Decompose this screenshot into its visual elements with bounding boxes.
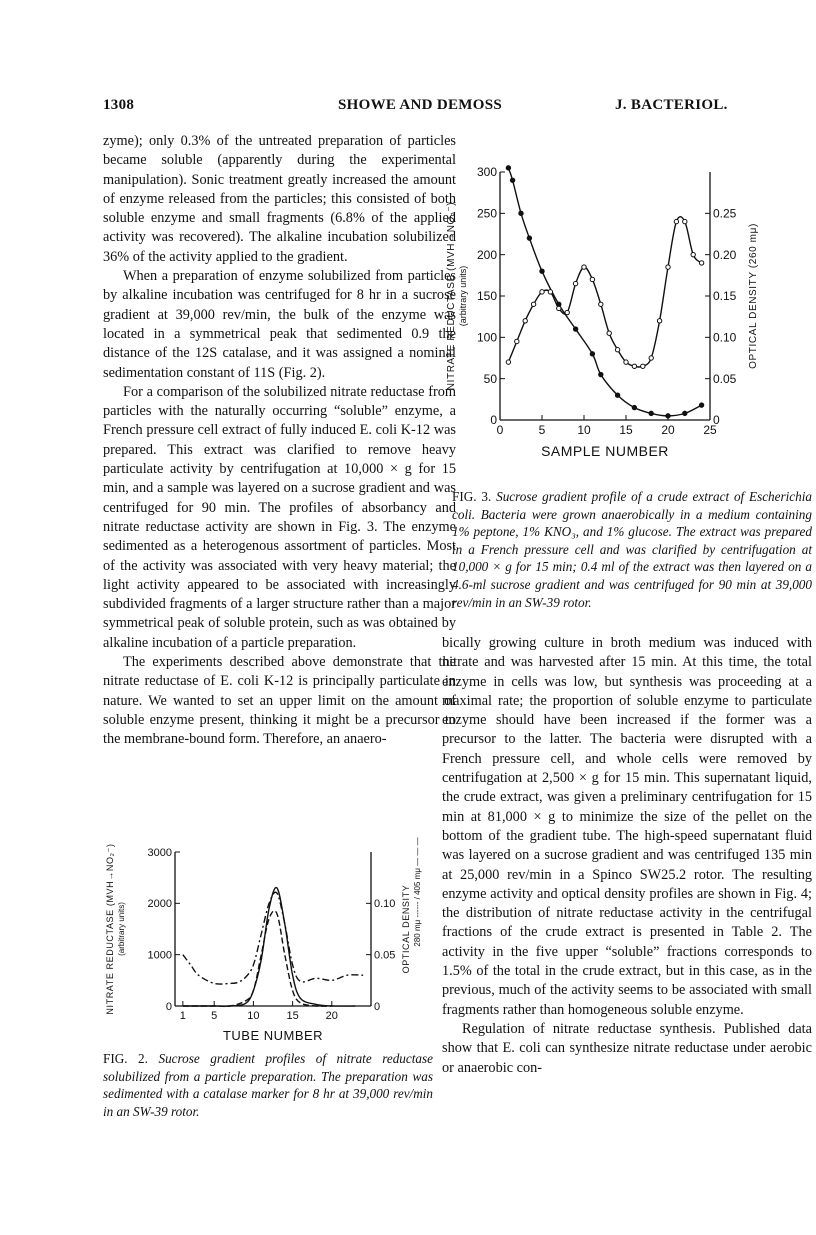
x-tick-label: 1: [179, 1010, 186, 1022]
paragraph: The experiments described above demonstrate that the nitrate reductase of E. coli K-12 is principally particulate in nature. We wanted to set an upper limit on the amount of soluble enzyme present, thinking it might be a precursor to the membrane-bound form. Therefore, an anaero-: [103, 654, 456, 748]
running-head-journal: J. BACTERIOL.: [615, 97, 728, 113]
y-tick-label-right: 0: [374, 1000, 381, 1013]
y-tick-label-right: 0.05: [713, 371, 737, 386]
paragraph: Regulation of nitrate reductase synthesis. Published data show that E. coli can synthesize nitrate reductase under aerobic or anaerobic con-: [442, 1020, 812, 1076]
x-tick-label: 10: [247, 1010, 260, 1022]
x-tick-label: 0: [496, 423, 504, 437]
data-point: [519, 211, 523, 215]
series-line-2: [183, 911, 332, 1007]
y-tick-label-left: 250: [476, 206, 497, 221]
series-line-1: [508, 217, 701, 367]
y-tick-label-right: 0.05: [374, 949, 396, 962]
data-point: [573, 327, 577, 331]
y-tick-label-left: 1000: [147, 949, 172, 962]
data-point: [641, 364, 645, 368]
y-tick-label-left: 3000: [147, 846, 172, 859]
data-point: [666, 414, 670, 418]
data-point: [599, 372, 603, 376]
data-point: [510, 178, 514, 182]
y-tick-label-left: 150: [476, 289, 497, 304]
paragraph: zyme); only 0.3% of the untreated preparation of particles became soluble (apparently during the experimental manipulation). Sonic treatment greatly increased the amount of enzyme released from the particles; this consisted of both soluble enzyme and small fragments (6.8% of the applied activity was recovered). The alkaline incubation solubilized 36% of the activity applied to the gradient.: [103, 133, 456, 265]
data-point: [615, 348, 619, 352]
series-line-1: [183, 892, 363, 984]
x-tick-label: 10: [577, 423, 591, 437]
data-point: [531, 302, 535, 306]
paragraph: When a preparation of enzyme solubilized from particles by alkaline incubation was centrifuged for 8 hr in a sucrose gradient at 39,000 rev/min, the bulk of the enzyme was located in a symmetrical peak that sedimented 0.9 the distance of the 12S catalase, and it was assigned a nominal sedimentation constant of 11S (Fig. 2).: [103, 268, 456, 381]
y-tick-label-left: 200: [476, 247, 497, 262]
y-tick-label-left: 0: [490, 413, 497, 428]
right-column: [442, 634, 812, 1078]
data-point: [582, 265, 586, 269]
y-axis-label-right: OPTICAL DENSITY (260 mμ): [748, 223, 759, 369]
data-point: [699, 403, 703, 407]
y-tick-label-left: 50: [483, 371, 497, 386]
data-point: [573, 281, 577, 285]
data-point: [649, 411, 653, 415]
data-point: [523, 319, 527, 323]
series-line-0: [508, 168, 701, 416]
y-axis-sublabel-left: (arbitrary units): [117, 902, 126, 956]
y-tick-label-right: 0: [713, 413, 720, 428]
data-point: [590, 352, 594, 356]
data-point: [599, 302, 603, 306]
data-point: [691, 252, 695, 256]
figure-3-caption-text: Sucrose gradient profile of a crude extract of Escherichia coli. Bacteria were grown anaerobically in a medium containing 1% peptone, 1% KNO₃, and 1% glucose. The extract was prepared in a French pressure cell and was clarified by centrifugation at 10,000 × g for 15 min; 0.4 ml of the extract was then layered on a 4.6-ml sucrose gradient and was centrifuged for 90 min at 39,000 rev/min in an SW-39 rotor.: [452, 489, 813, 610]
figure-3-caption: [452, 488, 812, 611]
figure-3-label: FIG. 3.: [452, 489, 492, 504]
data-point: [540, 269, 544, 273]
x-tick-label: 15: [619, 423, 633, 437]
x-tick-label: 5: [211, 1010, 218, 1022]
y-tick-label-left: 0: [165, 1000, 172, 1013]
y-tick-label-right: 0.15: [713, 289, 737, 304]
y-axis-sublabel-left: (arbitrary units): [458, 265, 468, 327]
data-point: [649, 356, 653, 360]
x-tick-label: 5: [538, 423, 546, 437]
y-tick-label-left: 2000: [147, 898, 172, 911]
left-column: [103, 132, 456, 750]
x-axis-label: SAMPLE NUMBER: [541, 443, 669, 459]
data-point: [657, 319, 661, 323]
y-axis-label-right: OPTICAL DENSITY: [401, 884, 411, 974]
y-tick-label-right: 0.10: [374, 898, 396, 911]
y-tick-label-left: 100: [476, 330, 497, 345]
x-tick-label: 20: [325, 1010, 338, 1022]
y-tick-label-right: 0.20: [713, 247, 737, 262]
data-point: [540, 290, 544, 294]
figure-2-caption: [103, 1050, 433, 1120]
data-point: [590, 277, 594, 281]
y-axis-label-left: NITRATE REDUCTASE (MVH→NO₂⁻): [105, 843, 115, 1015]
data-point: [506, 166, 510, 170]
x-tick-label: 15: [286, 1010, 299, 1022]
figure-3-chart: [440, 150, 770, 485]
data-point: [683, 219, 687, 223]
y-axis-label-left: NITRATE REDUCTASE (MVH→NO₂⁻): [446, 201, 457, 391]
data-point: [632, 405, 636, 409]
figure-2-chart: [103, 810, 433, 1045]
data-point: [683, 411, 687, 415]
y-axis-sublabel-right: 280 mμ ------ / 405 mμ — — —: [413, 837, 422, 947]
data-point: [607, 331, 611, 335]
y-tick-label-right: 0.25: [713, 206, 737, 221]
figure-2-label: FIG. 2.: [103, 1051, 148, 1066]
data-point: [527, 236, 531, 240]
page-number: 1308: [103, 97, 135, 113]
running-head-authors: SHOWE AND DEMOSS: [338, 97, 502, 113]
data-point: [515, 339, 519, 343]
x-tick-label: 20: [661, 423, 675, 437]
x-axis-label: TUBE NUMBER: [222, 1028, 324, 1043]
data-point: [615, 393, 619, 397]
x-tick-label: 25: [703, 423, 717, 437]
paragraph: For a comparison of the solubilized nitrate reductase from particles with the naturally occurring “soluble” enzyme, a French pressure cell extract of fully induced E. coli K-12 was prepared. This extract was clarified to remove heavy particulate activity by centrifugation at 10,000 × g for 15 min, and a sample was layered on a sucrose gradient and was centrifuged for 90 min. The profiles of absorbancy and nitrate reductase activity are shown in Fig. 3. The enzyme sedimented as a heterogenous assortment of particles. Most of the activity was associated with very heavy material; the light activity appeared to be associated with increasingly subdivided fragments of a larger structure rather than a major symmetrical peak of soluble protein, such as was obtained by alkaline incubation of a particle preparation.: [103, 383, 456, 651]
data-point: [674, 219, 678, 223]
data-point: [548, 290, 552, 294]
data-point: [557, 306, 561, 310]
data-point: [506, 360, 510, 364]
data-point: [666, 265, 670, 269]
data-point: [565, 310, 569, 314]
y-tick-label-left: 300: [476, 165, 497, 180]
y-tick-label-right: 0.10: [713, 330, 737, 345]
figure-2-caption-text: Sucrose gradient profiles of nitrate reductase solubilized from a particle preparation. The preparation was sedimented with a catalase marker for 8 hr at 39,000 rev/min in an SW-39 rotor.: [103, 1051, 433, 1119]
data-point: [624, 360, 628, 364]
paragraph: bically growing culture in broth medium was induced with nitrate and was harvested after 15 min. At this time, the total enzyme in cells was low, but synthesis was proceeding at a maximal rate; the proportion of soluble enzyme to particulate enzyme should have been increased if the former was a precursor to the latter. The bacteria were disrupted with a French pressure cell, and whole cells were removed by centrifugation at 2,500 × g for 15 min. This supernatant liquid, the crude extract, was given a preliminary centrifugation for 15 min at 81,000 × g to minimize the size of the pellet on the bottom of the gradient tube. The high-speed supernatant fluid was layered on a sucrose gradient and was centrifuged 135 min at 25,000 rev/min in a Spinco SW25.2 rotor. The resulting enzyme activity and optical density profiles are shown in Fig. 4; the distribution of nitrate reductase activity in the centrifugal fractions of the crude extract is presented in Table 2. The activity in the five upper “soluble” fractions corresponds to 1.5% of the total in the crude extract, but in this case, as in the previous, much of the activity seems to be associated with small fragments rather than homogeneous soluble enzyme.: [442, 635, 812, 1018]
data-point: [699, 261, 703, 265]
data-point: [632, 364, 636, 368]
